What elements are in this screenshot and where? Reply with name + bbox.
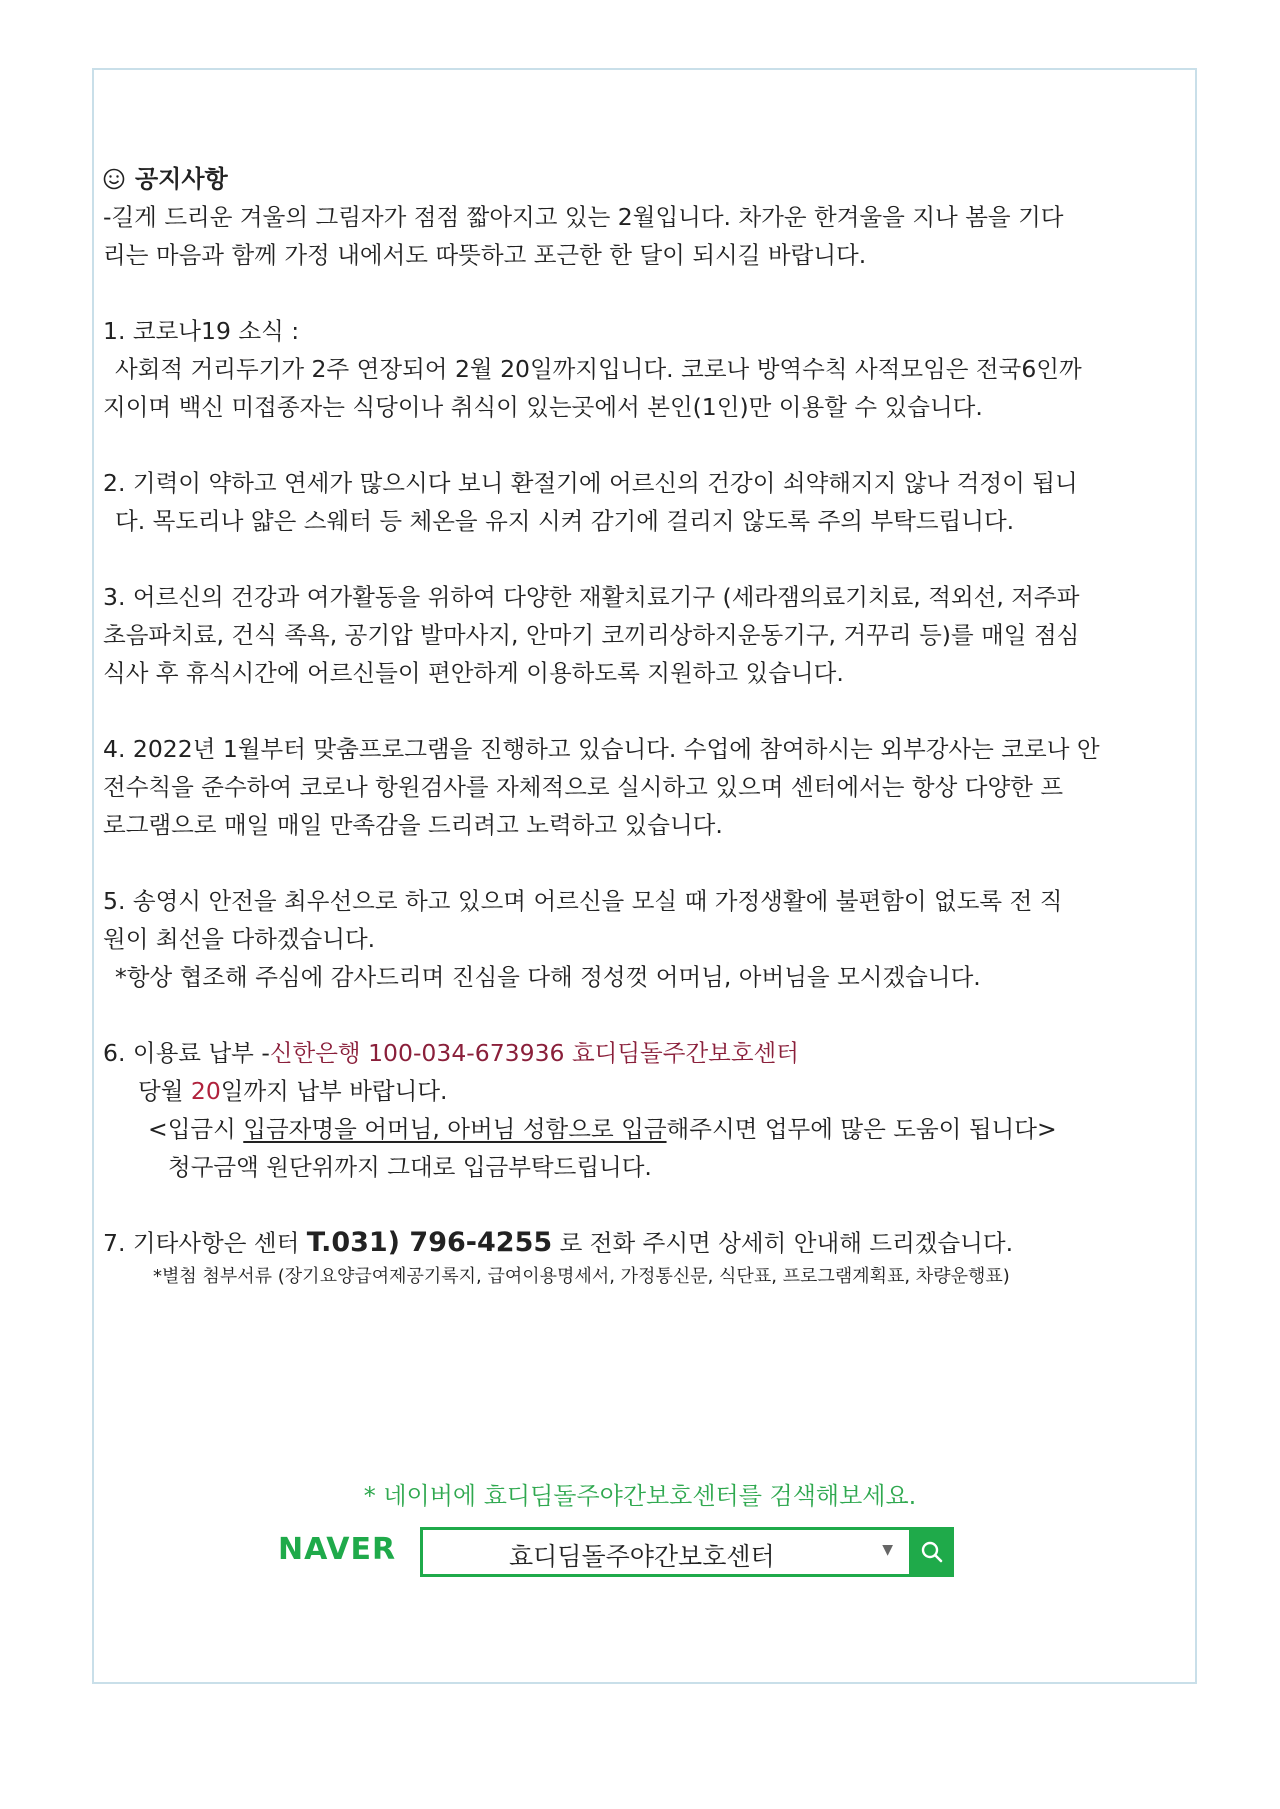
- item1-line-1: 사회적 거리두기가 2주 연장되어 2월 20일까지입니다. 코로나 방역수칙 사적모임은 전국6인까: [115, 355, 1082, 383]
- item3-line-2: 초음파치료, 건식 족욕, 공기압 발마사지, 안마기 코끼리상하지운동기구, 거꾸리 등)를 매일 점심: [103, 621, 1080, 649]
- attachments-note: *별첨 첨부서류 (장기요양급여제공기록지, 급여이용명세서, 가정통신문, 식단표, 프로그램계획표, 차량운행표): [153, 1266, 1010, 1287]
- item3-line-3: 식사 후 휴식시간에 어르신들이 편안하게 이용하도록 지원하고 있습니다.: [103, 659, 844, 687]
- item6-note-2: 청구금액 원단위까지 그대로 입금부탁드립니다.: [168, 1153, 652, 1181]
- item6-due-day: 20: [190, 1077, 221, 1105]
- item1-title: 1. 코로나19 소식 :: [103, 317, 300, 345]
- search-input[interactable]: [420, 1527, 912, 1577]
- item7-line: [103, 1224, 1188, 1262]
- item6-due: [103, 1072, 1188, 1110]
- item6-note-rest: 해주시면 업무에 많은 도움이 됩니다>: [666, 1115, 1057, 1143]
- item6-note-underlined: 입금자명을 어머님, 아버님 성함으로 입금: [243, 1115, 667, 1143]
- notice-content: [103, 160, 1188, 1292]
- search-button[interactable]: [910, 1527, 954, 1577]
- notice-heading: [103, 160, 1188, 198]
- center-phone: T.031) 796-4255: [306, 1227, 553, 1258]
- item4-line-2: 전수칙을 준수하여 코로나 항원검사를 자체적으로 실시하고 있으며 센터에서는 항상 다양한 프: [103, 773, 1064, 801]
- item6-prefix: 6. 이용료 납부 -: [103, 1039, 270, 1067]
- item6-due-suffix: 일까지 납부 바랍니다.: [220, 1077, 448, 1105]
- item4-line-1: 4. 2022년 1월부터 맞춤프로그램을 진행하고 있습니다. 수업에 참여하시는 외부강사는 코로나 안: [103, 735, 1100, 763]
- item3-line-1: 3. 어르신의 건강과 여가활동을 위하여 다양한 재활치료기구 (세라잼의료기치료, 적외선, 저주파: [103, 583, 1080, 611]
- item7-suffix: 로 전화 주시면 상세히 안내해 드리겠습니다.: [552, 1229, 1014, 1257]
- naver-logo: NAVER: [278, 1532, 397, 1567]
- item6-due-prefix: 당월: [138, 1077, 191, 1105]
- intro-line-1: -길게 드리운 겨울의 그림자가 점점 짧아지고 있는 2월입니다. 차가운 한겨울을 지나 봄을 기다: [103, 203, 1064, 231]
- smile-icon: [103, 168, 125, 190]
- item5-line-1: 5. 송영시 안전을 최우선으로 하고 있으며 어르신을 모실 때 가정생활에 불편함이 없도록 전 직: [103, 887, 1063, 915]
- item2-line-2: 다. 목도리나 얇은 스웨터 등 체온을 유지 시켜 감기에 걸리지 않도록 주의 부탁드립니다.: [115, 507, 1015, 535]
- intro-line-2: 리는 마음과 함께 가정 내에서도 따뜻하고 포근한 한 달이 되시길 바랍니다.: [103, 241, 867, 269]
- item6-note: [103, 1110, 1188, 1148]
- chevron-down-icon[interactable]: ▼: [882, 1542, 893, 1558]
- item2-line-1: 2. 기력이 약하고 연세가 많으시다 보니 환절기에 어르신의 건강이 쇠약해지지 않나 걱정이 됩니: [103, 469, 1078, 497]
- item6-note-open: <입금시: [148, 1115, 244, 1143]
- search-hint: * 네이버에 효디딤돌주야간보호센터를 검색해보세요.: [363, 1482, 917, 1510]
- item1-line-2: 지이며 백신 미접종자는 식당이나 취식이 있는곳에서 본인(1인)만 이용할 수 있습니다.: [103, 393, 983, 421]
- item5-line-3: *항상 협조해 주심에 감사드리며 진심을 다해 정성껏 어머님, 아버님을 모시겠습니다.: [115, 963, 981, 991]
- notice-title: 공지사항: [135, 165, 228, 193]
- bank-account: 신한은행 100-034-673936 효디딤돌주간보호센터: [269, 1039, 799, 1067]
- item7-prefix: 7. 기타사항은 센터: [103, 1229, 307, 1257]
- item5-line-2: 원이 최선을 다하겠습니다.: [103, 925, 376, 953]
- search-query: 효디딤돌주야간보호센터: [509, 1542, 775, 1571]
- search-icon: [920, 1540, 944, 1564]
- item6-line-1: [103, 1034, 1188, 1072]
- item4-line-3: 로그램으로 매일 매일 만족감을 드리려고 노력하고 있습니다.: [103, 811, 723, 839]
